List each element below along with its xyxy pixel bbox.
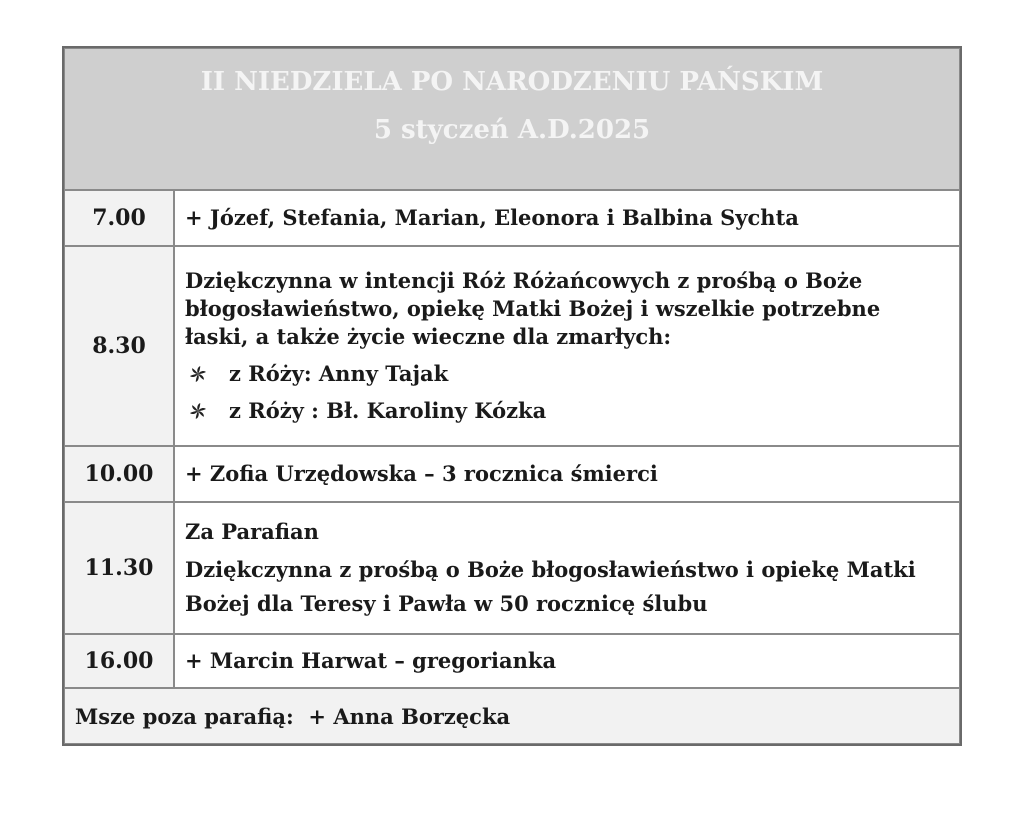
list-item xyxy=(185,360,949,388)
footer-note: Msze poza parafią: + Anna Borzęcka xyxy=(64,688,960,744)
header-cell xyxy=(64,48,960,190)
table-row xyxy=(64,246,960,446)
mass-schedule xyxy=(62,46,962,746)
header-row xyxy=(64,48,960,190)
intention-line: łaski, a także życie wieczne dla zmarłych: xyxy=(185,324,672,349)
mass-intention xyxy=(174,502,960,634)
intention-line: + Marcin Harwat – gregorianka xyxy=(185,648,557,673)
page-title: II NIEDZIELA PO NARODZENIU PAŃSKIM xyxy=(200,67,824,97)
footer-row xyxy=(64,688,960,744)
mass-intention xyxy=(174,246,960,446)
date-line: 5 styczeń A.D.2025 xyxy=(373,115,651,145)
pinwheel-icon xyxy=(187,400,209,422)
mass-time: 10.00 xyxy=(64,446,174,502)
mass-time: 11.30 xyxy=(64,502,174,634)
mass-intention xyxy=(174,446,960,502)
intention-line: Za Parafian xyxy=(185,519,319,544)
bullet-text: z Róży: Anny Tajak xyxy=(229,361,449,386)
list-item xyxy=(185,397,949,425)
intention-line: Dziękczynna z prośbą o Boże błogosławieństwo i opiekę Matki xyxy=(185,557,916,582)
bullet-text: z Róży : Bł. Karoliny Kózka xyxy=(229,398,547,423)
pinwheel-icon xyxy=(187,363,209,385)
intention-line: błogosławieństwo, opiekę Matki Bożej i wszelkie potrzebne xyxy=(185,296,881,321)
mass-intention xyxy=(174,634,960,688)
intention-line: Bożej dla Teresy i Pawła w 50 rocznicę ślubu xyxy=(185,591,708,616)
intention-line: Dziękczynna w intencji Róż Różańcowych z prośbą o Boże xyxy=(185,268,863,293)
schedule-table xyxy=(62,46,962,746)
intention-line: + Zofia Urzędowska – 3 rocznica śmierci xyxy=(185,461,658,486)
intention-line: + Józef, Stefania, Marian, Eleonora i Balbina Sychta xyxy=(185,205,799,230)
table-row xyxy=(64,446,960,502)
mass-intention xyxy=(174,190,960,246)
table-row xyxy=(64,634,960,688)
mass-time: 16.00 xyxy=(64,634,174,688)
mass-time: 7.00 xyxy=(64,190,174,246)
table-row xyxy=(64,502,960,634)
table-row xyxy=(64,190,960,246)
mass-time: 8.30 xyxy=(64,246,174,446)
